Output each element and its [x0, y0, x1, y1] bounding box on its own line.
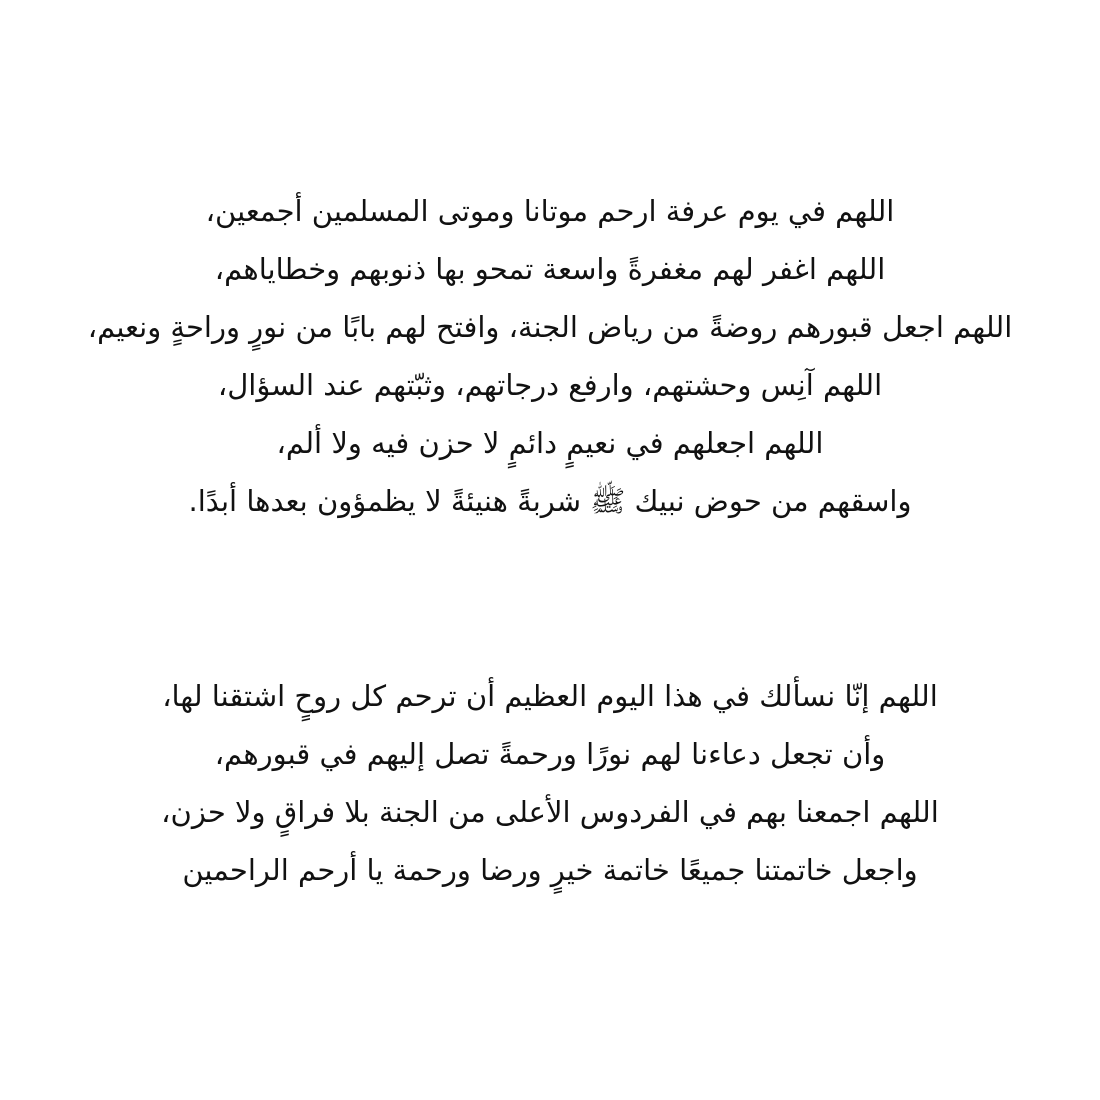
prayer-stanza-1 — [60, 182, 1040, 530]
prayer-line: واسقهم من حوض نبيك ﷺ شربةً هنيئةً لا يظمؤون بعدها أبدًا. — [188, 484, 912, 518]
prayer-line: اللهم اغفر لهم مغفرةً واسعة تمحو بها ذنوبهم وخطاياهم، — [214, 252, 886, 286]
prayer-line: اللهم في يوم عرفة ارحم موتانا وموتى المسلمين أجمعين، — [205, 194, 895, 228]
prayer-stanza-2 — [60, 667, 1040, 899]
prayer-line: اللهم اجعلهم في نعيمٍ دائمٍ لا حزن فيه ولا ألم، — [276, 426, 824, 460]
prayer-line: اللهم اجعل قبورهم روضةً من رياض الجنة، وافتح لهم بابًا من نورٍ وراحةٍ ونعيم، — [87, 310, 1013, 344]
prayer-line: وأن تجعل دعاءنا لهم نورًا ورحمةً تصل إليهم في قبورهم، — [214, 737, 886, 771]
prayer-line: اللهم آنِس وحشتهم، وارفع درجاتهم، وثبّتهم عند السؤال، — [217, 368, 883, 402]
prayer-line: اللهم اجمعنا بهم في الفردوس الأعلى من الجنة بلا فراقٍ ولا حزن، — [161, 795, 939, 829]
prayer-line: واجعل خاتمتنا جميعًا خاتمة خيرٍ ورضا ورحمة يا أرحم الراحمين — [182, 853, 918, 887]
prayer-line: اللهم إنّا نسألك في هذا اليوم العظيم أن ترحم كل روحٍ اشتقنا لها، — [162, 679, 938, 713]
